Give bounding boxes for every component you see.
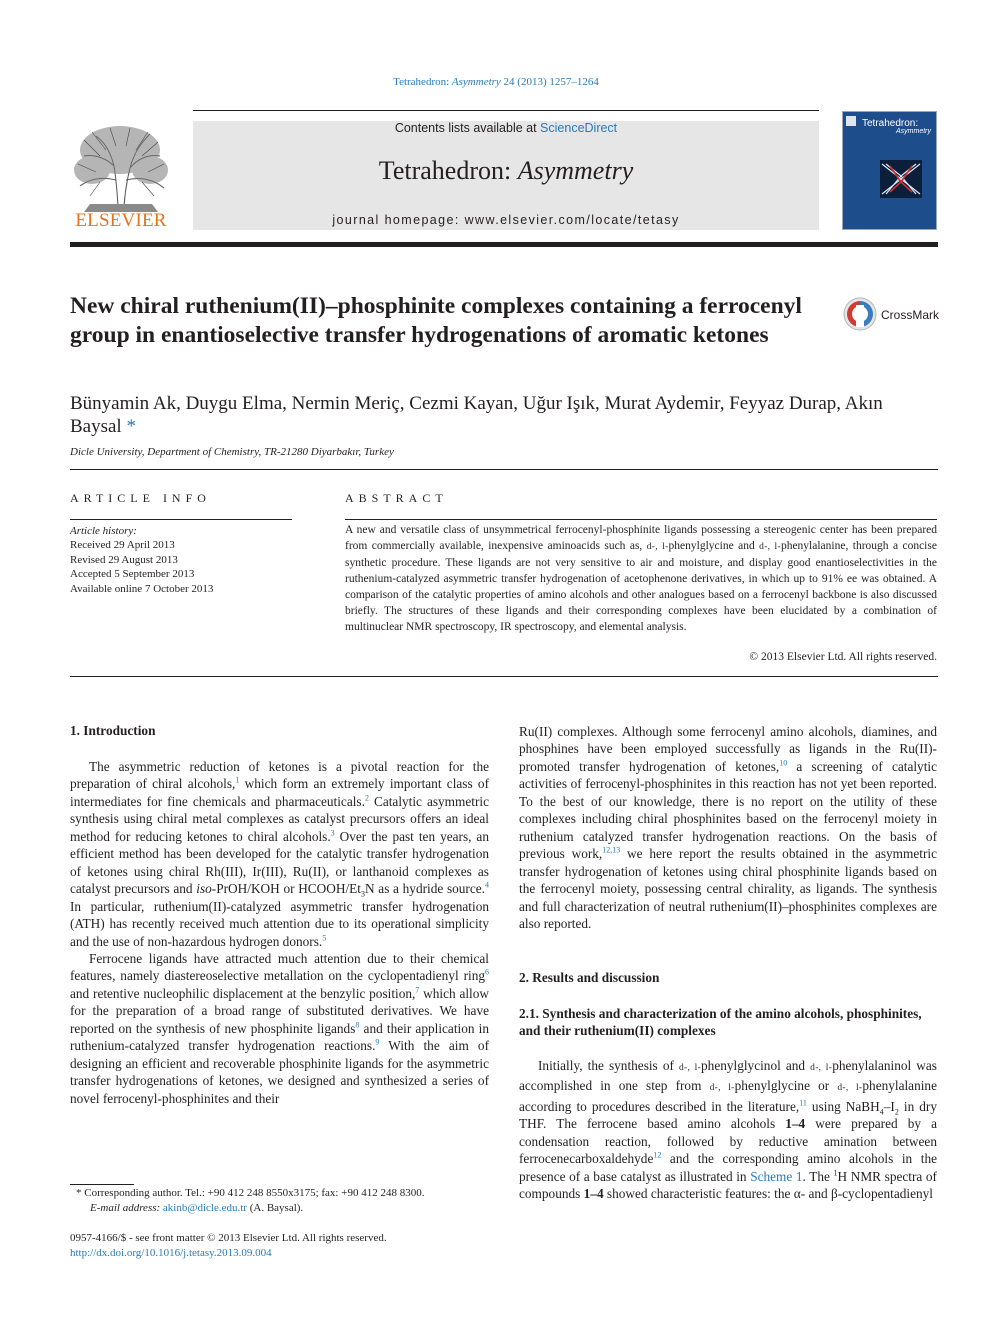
abstract-rule — [345, 519, 937, 520]
journal-citation[interactable]: Tetrahedron: Asymmetry 24 (2013) 1257–1264 — [393, 76, 599, 88]
abstract-heading: ABSTRACT — [345, 491, 448, 505]
article-info-heading: ARTICLE INFO — [70, 491, 211, 505]
article-title: New chiral ruthenium(II)–phosphinite complexes containing a ferrocenyl group in enantioselective transfer hydrogenations of aromatic ketones — [70, 293, 802, 348]
article-history: Article history: Received 29 April 2013 Revised 29 August 2013 Accepted 5 September 2013 Available online 7 October 2013 — [70, 525, 214, 595]
abstract-text: A new and versatile class of unsymmetrical ferrocenyl-phosphinite ligands possessing a stereogenic center has been prepared from commercially available, inexpensive aminoacids such as, d-, l-phenylglycine and d-, l-phenylalanine, through a concise synthetic procedure. These ligands are not very sensitive to air and moisture, and display good enantioselectivities in the ruthenium-catalyzed asymmetric transfer hydrogenation of acetophenone derivatives, in which up to 91% ee was obtained. A comparison of the catalytic properties of amino alcohols and other analogues based on a ferrocenyl backbone is also discussed briefly. The structures of these ligands and their corresponding complexes have been elucidated by a combination of multinuclear NMR spectroscopy, IR spectroscopy, and elemental analysis. — [345, 524, 937, 633]
crossmark-icon[interactable] — [843, 297, 877, 331]
affiliation-rule — [70, 469, 938, 470]
cover-art-icon — [880, 160, 922, 198]
journal-name: Tetrahedron: Asymmetry — [378, 156, 634, 185]
section-heading-introduction: 1. Introduction — [70, 723, 156, 738]
header-top-rule — [193, 110, 819, 111]
right-column-body — [519, 723, 937, 932]
cover-corner-logo-icon — [846, 116, 856, 126]
synthesis-paragraph: Initially, the synthesis of d-, l-phenylglycinol and d-, l-phenylalaninol was accomplished in one step from d-, l-phenylglycine or d-, l-phenylalanine according to procedures described in the literature,$^{11}$ using $NaBH_4-I_2$ in dry THF. The ferrocene based amino alcohols 1–4 were prepared by a condensation reaction, followed by reductive amination between ferrocenecarboxaldehyde$^{12}$ and the corresponding amino alcohols in the presence of a base catalyst as illustrated in Scheme 1. The $^1$H NMR spectra of compounds 1–4 showed characteristic features: the α- and β-cyclopentadienyl — [519, 1058, 937, 1202]
abstract-copyright: © 2013 Elsevier Ltd. All rights reserved. — [749, 651, 937, 663]
introduction-body — [70, 758, 489, 1107]
crossmark-label[interactable]: CrossMark — [881, 308, 940, 322]
header-bottom-rule — [70, 242, 938, 247]
corresponding-author-mark[interactable]: * — [126, 416, 136, 437]
author-list: Bünyamin Ak, Duygu Elma, Nermin Meriç, Cezmi Kayan, Uğur Işık, Murat Aydemir, Feyyaz Durap, Akın Baysal * — [70, 393, 883, 437]
abstract-bottom-rule — [70, 676, 938, 677]
intro-paragraph-2: Ferrocene ligands have attracted much attention due to their chemical features, namely diastereoselective metallation on the cyclopentadienyl ring$^6$ and retentive nucleophilic displacement at the benzylic position,$^7$ which allow for the preparation of a broad range of substituted derivatives. We have reported on the synthesis of new phosphinite ligands$^8$ and their application in ruthenium-catalyzed transfer hydrogenation reactions.$^9$ With the aim of designing an efficient and recoverable phosphinite ligands for the asymmetric transfer hydrogenations of ketones, we designed and synthesized a series of novel ferrocenyl-phosphinites and their — [70, 950, 490, 1106]
footnote-rule — [70, 1184, 134, 1185]
subsection-heading-synthesis: 2.1. Synthesis and characterization of the amino alcohols, phosphinites, and their ruthenium(II) complexes — [519, 1006, 922, 1038]
author-email-link[interactable]: akinb@dicle.edu.tr — [162, 1202, 247, 1214]
sciencedirect-link[interactable]: ScienceDirect — [540, 121, 618, 135]
scheme-1-link[interactable]: Scheme 1 — [750, 1168, 803, 1184]
affiliation: Dicle University, Department of Chemistry, TR-21280 Diyarbakır, Turkey — [70, 446, 394, 458]
homepage-link[interactable]: www.elsevier.com/locate/tetasy — [464, 213, 680, 227]
intro-paragraph-continued: Ru(II) complexes. Although some ferrocenyl amino alcohols, diamines, and phosphines have been employed successfully as ligands in the Ru(II)-promoted transfer hydrogenation of ketones,$^{10}$ a screening of catalytic activities of ferrocenyl-phosphinites in this reaction has not yet been reported. To the best of our knowledge, there is no report on the utility of these complexes including chiral phosphinites based on the ferrocenyl moiety in ruthenium catalyzed transfer hydrogenation reactions. On the basis of previous work,$^{12,13}$ we here report the results obtained in the asymmetric transfer hydrogenation of ketones using chiral phosphinite ligands based on the ferrocenyl moiety, possessing central chirality, as ligands. The synthesis and full characterization of neutral ruthenium(II)–phosphinites complexes are also reported. — [519, 724, 937, 931]
elsevier-wordmark: ELSEVIER — [75, 210, 167, 231]
section-heading-results: 2. Results and discussion — [519, 970, 660, 985]
cover-title: Tetrahedron: — [862, 118, 919, 129]
contents-line: Contents lists available at ScienceDirect — [394, 121, 618, 135]
doi-link[interactable]: http://dx.doi.org/10.1016/j.tetasy.2013.09.004 — [70, 1247, 272, 1259]
corresponding-author-footnote: * Corresponding author. Tel.: +90 412 248 8550x3175; fax: +90 412 248 8300. E-mail address: akinb@dicle.edu.tr (A. Baysal). — [76, 1187, 425, 1214]
intro-paragraph-1: The asymmetric reduction of ketones is a pivotal reaction for the preparation of chiral alcohols,$^1$ which form an extremely important class of intermediates for fine chemicals and pharmaceuticals.$^2$ Catalytic asymmetric synthesis using chiral metal complexes as catalyst precursors offers an ideal method for reducing ketones to chiral alcohols.$^3$ Over the past ten years, an efficient method has been developed for the catalytic transfer hydrogenation of ketones using chiral Rh(III), Ir(III), Ru(II), or lanthanoid complexes as catalyst precursors and iso-PrOH/KOH or HCOOH/$Et_3N$ as a hydride source.$^4$ In particular, ruthenium(II)-catalyzed asymmetric transfer hydrogenation (ATH) has recently received much attention due to its operational simplicity and the use of non-hazardous hydrogen donors.$^5$ — [70, 759, 490, 949]
journal-homepage: journal homepage: www.elsevier.com/locate/tetasy — [332, 213, 680, 227]
issn-doi-block: 0957-4166/$ - see front matter © 2013 Elsevier Ltd. All rights reserved. http://dx.doi.org/10.1016/j.tetasy.2013.09.004 — [70, 1232, 387, 1259]
article-info-rule — [70, 519, 292, 520]
cover-subtitle: Asymmetry — [896, 128, 931, 135]
